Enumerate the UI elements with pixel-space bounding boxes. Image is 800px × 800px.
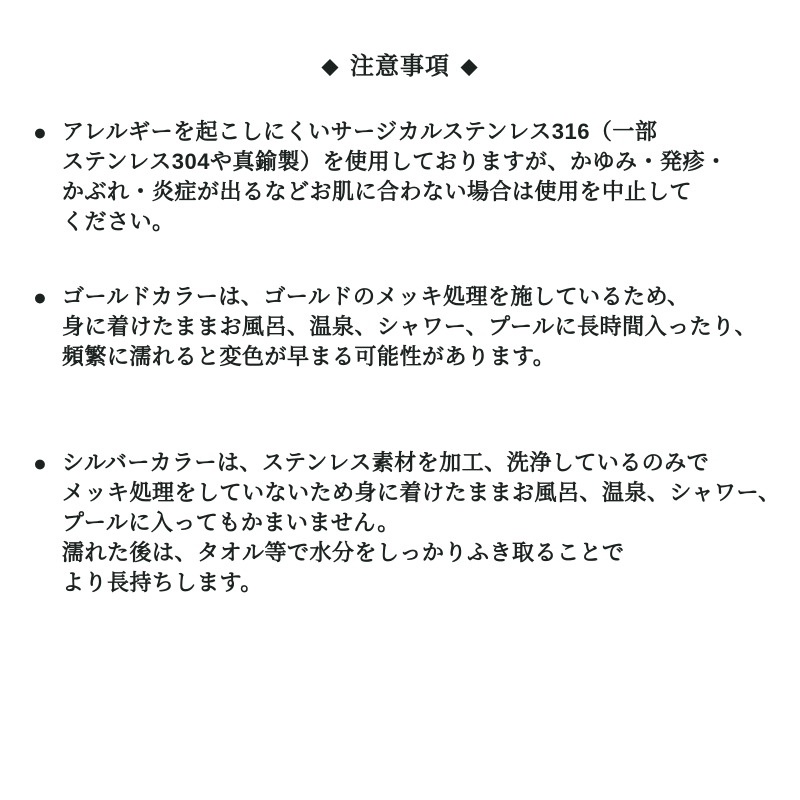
notice-line: 濡れた後は、タオル等で水分をしっかりふき取ることで	[62, 540, 625, 565]
notice-line: シルバーカラーは、ステンレス素材を加工、洗浄しているのみで	[62, 450, 710, 475]
diamond-icon: ◆	[321, 55, 339, 78]
notice-line: ゴールドカラーは、ゴールドのメッキ処理を施しているため、	[62, 284, 690, 309]
notice-item-gold-color	[33, 282, 794, 372]
notice-line: 頻繁に濡れると変色が早まる可能性があります。	[62, 344, 556, 369]
bullet-icon: ●	[33, 450, 47, 476]
notice-line: メッキ処理をしていないため身に着けたままお風呂、温泉、シャワー、	[62, 480, 781, 505]
notice-item-silver-color	[33, 448, 794, 598]
notice-text-allergy-material	[62, 117, 727, 237]
notice-item-allergy-material	[33, 117, 794, 237]
page-title	[0, 52, 800, 82]
notice-text-silver-color	[62, 448, 781, 598]
notice-line: より長持ちします。	[62, 570, 263, 595]
page-title-text: 注意事項	[350, 53, 450, 80]
notice-line: ください。	[62, 209, 175, 234]
notice-text-gold-color	[62, 282, 757, 372]
notice-line: かぶれ・炎症が出るなどお肌に合わない場合は使用を中止して	[62, 179, 693, 204]
notice-line: アレルギーを起こしにくいサージカルステンレス316（一部	[62, 119, 658, 144]
bullet-icon: ●	[33, 284, 47, 310]
notice-line: 身に着けたままお風呂、温泉、シャワー、プールに長時間入ったり、	[62, 314, 758, 339]
bullet-icon: ●	[33, 119, 47, 145]
notice-line: ステンレス304や真鍮製）を使用しておりますが、かゆみ・発疹・	[62, 149, 728, 174]
notice-line: プールに入ってもかまいません。	[62, 510, 400, 535]
diamond-icon: ◆	[461, 55, 479, 78]
